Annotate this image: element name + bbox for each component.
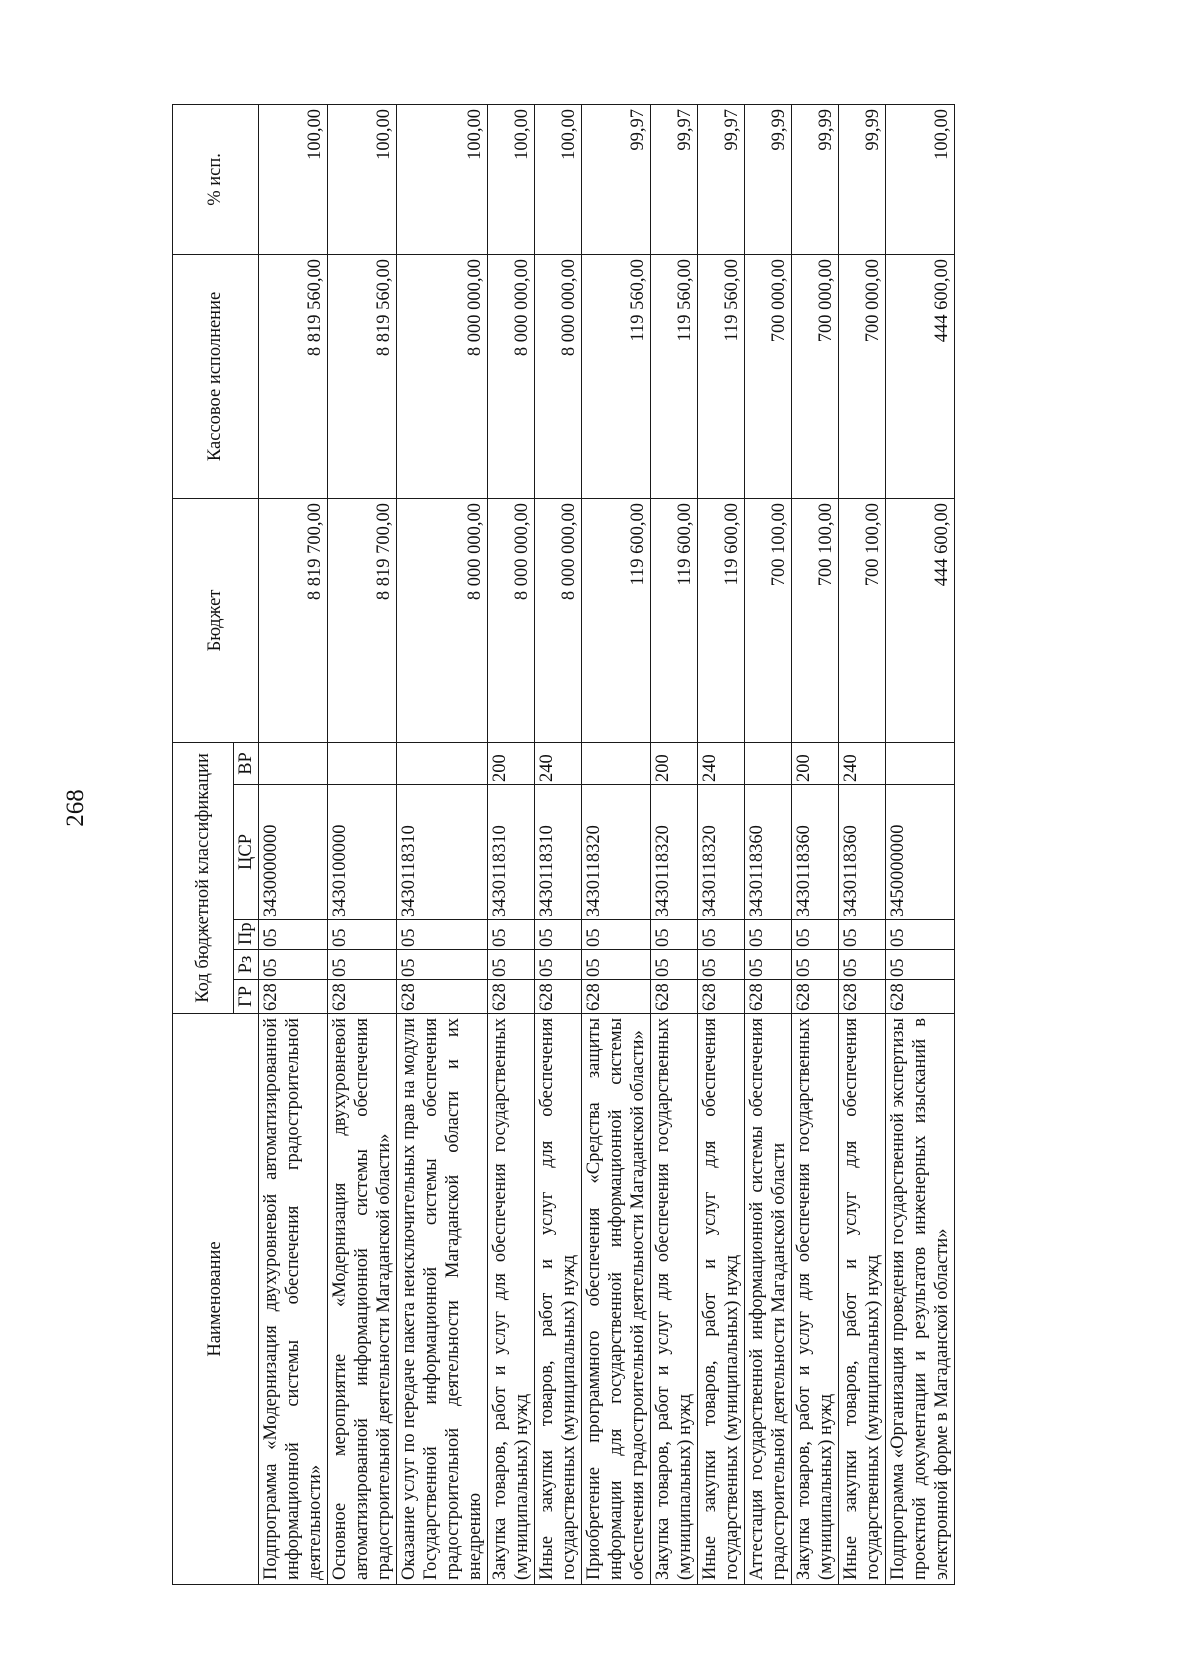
row-name: Подпрограмма «Модернизация двухуровневой автоматизированной информационной системы обеспечения градостроительной деятельности» bbox=[259, 1014, 328, 1585]
row-budget: 119 600,00 bbox=[698, 498, 745, 742]
row-vr: 200 bbox=[792, 742, 839, 784]
row-percent: 99,99 bbox=[839, 104, 886, 254]
table-row bbox=[488, 104, 535, 1584]
row-csr: 3430118310 bbox=[397, 785, 488, 920]
row-cash: 8 000 000,00 bbox=[535, 254, 582, 498]
table-row bbox=[792, 104, 839, 1584]
table-row bbox=[535, 104, 582, 1584]
row-vr: 240 bbox=[839, 742, 886, 784]
row-percent: 100,00 bbox=[886, 104, 955, 254]
row-vr bbox=[745, 742, 792, 784]
row-gr: 628 bbox=[397, 980, 488, 1014]
row-rz: 05 bbox=[488, 950, 535, 980]
row-budget: 119 600,00 bbox=[582, 498, 651, 742]
table-row bbox=[582, 104, 651, 1584]
row-rz: 05 bbox=[582, 950, 651, 980]
row-pr: 05 bbox=[535, 920, 582, 950]
row-gr: 628 bbox=[792, 980, 839, 1014]
row-vr bbox=[886, 742, 955, 784]
row-budget: 444 600,00 bbox=[886, 498, 955, 742]
row-cash: 119 560,00 bbox=[582, 254, 651, 498]
row-cash: 8 000 000,00 bbox=[488, 254, 535, 498]
row-vr bbox=[328, 742, 397, 784]
table-row bbox=[839, 104, 886, 1584]
row-rz: 05 bbox=[259, 950, 328, 980]
row-vr bbox=[397, 742, 488, 784]
row-gr: 628 bbox=[698, 980, 745, 1014]
row-pr: 05 bbox=[651, 920, 698, 950]
row-name: Оказание услуг по передаче пакета неисключительных прав на модули Государственной информационной системы обеспечения градостроительной деятельности Магаданской области и их внедрению bbox=[397, 1014, 488, 1585]
row-rz: 05 bbox=[886, 950, 955, 980]
row-rz: 05 bbox=[745, 950, 792, 980]
table-row bbox=[698, 104, 745, 1584]
header-cash-execution: Кассовое исполнение bbox=[173, 254, 259, 498]
row-name: Иные закупки товаров, работ и услуг для обеспечения государственных (муниципальных) нужд bbox=[839, 1014, 886, 1585]
row-name: Подпрограмма «Организация проведения государственной экспертизы проектной документации и результатов инженерных изысканий в электронной форме в Магаданской области» bbox=[886, 1014, 955, 1585]
row-rz: 05 bbox=[698, 950, 745, 980]
row-name: Аттестация государственной информационной системы обеспечения градостроительной деятельности Магаданской области bbox=[745, 1014, 792, 1585]
row-budget: 700 100,00 bbox=[839, 498, 886, 742]
row-cash: 700 000,00 bbox=[839, 254, 886, 498]
row-name: Иные закупки товаров, работ и услуг для обеспечения государственных (муниципальных) нужд bbox=[698, 1014, 745, 1585]
row-percent: 99,97 bbox=[582, 104, 651, 254]
row-budget: 700 100,00 bbox=[745, 498, 792, 742]
row-csr: 3430118360 bbox=[839, 785, 886, 920]
row-vr: 240 bbox=[698, 742, 745, 784]
row-csr: 3430100000 bbox=[328, 785, 397, 920]
row-name: Закупка товаров, работ и услуг для обеспечения государственных (муниципальных) нужд bbox=[792, 1014, 839, 1585]
page-number: 268 bbox=[62, 789, 89, 827]
row-percent: 100,00 bbox=[328, 104, 397, 254]
row-budget: 8 819 700,00 bbox=[259, 498, 328, 742]
row-cash: 119 560,00 bbox=[651, 254, 698, 498]
row-pr: 05 bbox=[745, 920, 792, 950]
header-name: Наименование bbox=[173, 1014, 259, 1585]
row-csr: 3430000000 bbox=[259, 785, 328, 920]
row-gr: 628 bbox=[745, 980, 792, 1014]
row-vr: 200 bbox=[488, 742, 535, 784]
row-percent: 100,00 bbox=[397, 104, 488, 254]
row-cash: 8 819 560,00 bbox=[328, 254, 397, 498]
row-vr bbox=[259, 742, 328, 784]
row-gr: 628 bbox=[328, 980, 397, 1014]
row-cash: 700 000,00 bbox=[745, 254, 792, 498]
row-cash: 444 600,00 bbox=[886, 254, 955, 498]
row-pr: 05 bbox=[839, 920, 886, 950]
table-row bbox=[259, 104, 328, 1584]
table-row bbox=[328, 104, 397, 1584]
row-budget: 8 000 000,00 bbox=[488, 498, 535, 742]
row-csr: 3430118320 bbox=[582, 785, 651, 920]
table-row bbox=[886, 104, 955, 1584]
row-pr: 05 bbox=[792, 920, 839, 950]
row-budget: 8 819 700,00 bbox=[328, 498, 397, 742]
row-pr: 05 bbox=[328, 920, 397, 950]
header-pr: Пр bbox=[234, 920, 259, 950]
row-vr: 200 bbox=[651, 742, 698, 784]
row-percent: 99,99 bbox=[792, 104, 839, 254]
row-budget: 119 600,00 bbox=[651, 498, 698, 742]
row-csr: 3430118320 bbox=[651, 785, 698, 920]
header-budget: Бюджет bbox=[173, 498, 259, 742]
row-gr: 628 bbox=[651, 980, 698, 1014]
row-cash: 8 819 560,00 bbox=[259, 254, 328, 498]
row-csr: 3430118310 bbox=[488, 785, 535, 920]
row-name: Приобретение программного обеспечения «Средства защиты информации для государственной информационной системы обеспечения градостроительной деятельности Магаданской области» bbox=[582, 1014, 651, 1585]
row-rz: 05 bbox=[792, 950, 839, 980]
row-percent: 100,00 bbox=[535, 104, 582, 254]
row-name: Закупка товаров, работ и услуг для обеспечения государственных (муниципальных) нужд bbox=[651, 1014, 698, 1585]
row-gr: 628 bbox=[886, 980, 955, 1014]
row-csr: 3450000000 bbox=[886, 785, 955, 920]
row-name: Закупка товаров, работ и услуг для обеспечения государственных (муниципальных) нужд bbox=[488, 1014, 535, 1585]
table-row bbox=[397, 104, 488, 1584]
row-pr: 05 bbox=[582, 920, 651, 950]
row-rz: 05 bbox=[651, 950, 698, 980]
row-pr: 05 bbox=[397, 920, 488, 950]
header-code-group: Код бюджетной классификации bbox=[173, 742, 234, 1013]
row-percent: 100,00 bbox=[488, 104, 535, 254]
row-percent: 99,97 bbox=[651, 104, 698, 254]
row-gr: 628 bbox=[839, 980, 886, 1014]
row-cash: 119 560,00 bbox=[698, 254, 745, 498]
row-rz: 05 bbox=[535, 950, 582, 980]
row-pr: 05 bbox=[886, 920, 955, 950]
table-row bbox=[745, 104, 792, 1584]
header-gr: ГР bbox=[234, 980, 259, 1014]
row-pr: 05 bbox=[698, 920, 745, 950]
header-vr: ВР bbox=[234, 742, 259, 784]
row-budget: 700 100,00 bbox=[792, 498, 839, 742]
row-gr: 628 bbox=[259, 980, 328, 1014]
row-rz: 05 bbox=[397, 950, 488, 980]
row-gr: 628 bbox=[535, 980, 582, 1014]
rotated-page-content bbox=[172, 105, 1092, 1585]
row-csr: 3430118310 bbox=[535, 785, 582, 920]
budget-execution-table bbox=[172, 104, 955, 1585]
row-vr bbox=[582, 742, 651, 784]
row-rz: 05 bbox=[839, 950, 886, 980]
row-name: Основное мероприятие «Модернизация двухуровневой автоматизированной информационной системы обеспечения градостроительной деятельности Магаданской области» bbox=[328, 1014, 397, 1585]
row-csr: 3430118360 bbox=[792, 785, 839, 920]
row-vr: 240 bbox=[535, 742, 582, 784]
row-csr: 3430118360 bbox=[745, 785, 792, 920]
row-pr: 05 bbox=[259, 920, 328, 950]
header-percent: % исп. bbox=[173, 104, 259, 254]
row-percent: 99,97 bbox=[698, 104, 745, 254]
row-gr: 628 bbox=[582, 980, 651, 1014]
row-gr: 628 bbox=[488, 980, 535, 1014]
row-cash: 700 000,00 bbox=[792, 254, 839, 498]
row-pr: 05 bbox=[488, 920, 535, 950]
row-percent: 99,99 bbox=[745, 104, 792, 254]
row-budget: 8 000 000,00 bbox=[397, 498, 488, 742]
header-csr: ЦСР bbox=[234, 785, 259, 920]
row-budget: 8 000 000,00 bbox=[535, 498, 582, 742]
header-rz: Рз bbox=[234, 950, 259, 980]
row-percent: 100,00 bbox=[259, 104, 328, 254]
row-rz: 05 bbox=[328, 950, 397, 980]
row-csr: 3430118320 bbox=[698, 785, 745, 920]
row-cash: 8 000 000,00 bbox=[397, 254, 488, 498]
row-name: Иные закупки товаров, работ и услуг для обеспечения государственных (муниципальных) нужд bbox=[535, 1014, 582, 1585]
table-row bbox=[651, 104, 698, 1584]
